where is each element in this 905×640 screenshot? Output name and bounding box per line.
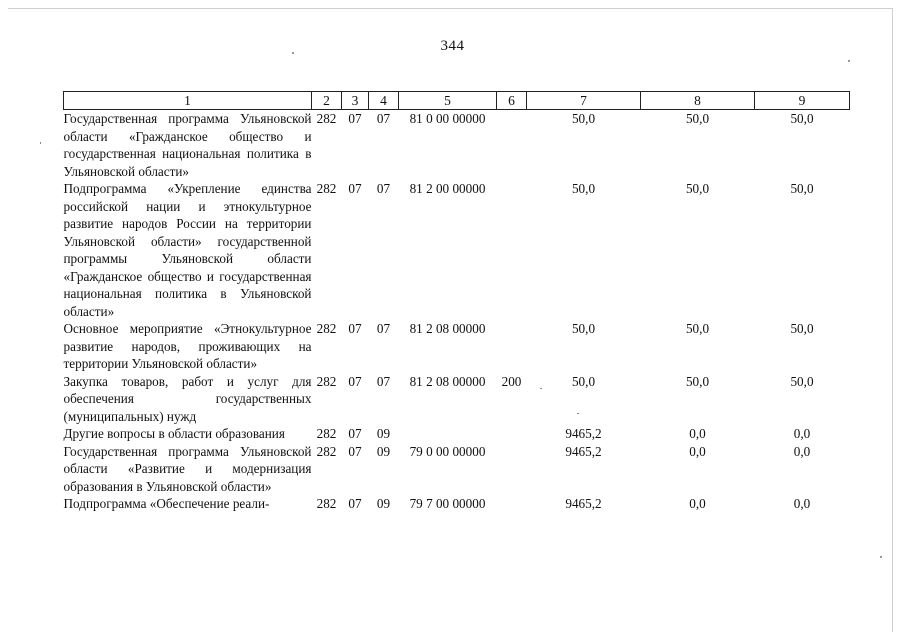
- ministry-code: 282: [316, 181, 337, 196]
- column-header: 8: [641, 92, 755, 110]
- table-row: [64, 110, 850, 181]
- subsection-code: 07: [376, 373, 391, 389]
- column-header: 3: [342, 92, 369, 110]
- amount-year-1: 50,0: [571, 373, 596, 389]
- amount-year-3: 50,0: [790, 181, 814, 196]
- expense-type-code: [497, 320, 527, 373]
- expense-type-code: [497, 443, 527, 496]
- ministry-code: 282: [316, 373, 337, 389]
- amount-year-2: 0,0: [689, 496, 706, 511]
- page-number: 344: [440, 38, 465, 54]
- amount-year-2: 50,0: [685, 321, 710, 336]
- amount-year-3: 0,0: [793, 426, 811, 441]
- column-header: 4: [369, 92, 399, 110]
- subsection-code: 07: [376, 321, 391, 336]
- table-row: [64, 425, 850, 443]
- target-article-code: 81 0 00 00000: [409, 111, 486, 126]
- column-header: 5: [399, 92, 497, 110]
- amount-year-1: 50,0: [571, 111, 596, 126]
- row-name: Государственная программа Ульяновской области «Гражданское общество и государственная национальная политика в Ульяновской области»: [63, 111, 312, 179]
- amount-year-2: 50,0: [685, 111, 710, 126]
- section-code: 07: [348, 373, 362, 389]
- row-name: Закупка товаров, работ и услуг для обеспечения государственных (муниципальных) нужд: [63, 373, 312, 424]
- row-name: Подпрограмма «Укрепление единства российской нации и этнокультурное развитие народов России на территории Ульяновской области» государственной программы Ульяновской области «Гражданское общество и государственная национальная политика в Ульяновской области»: [63, 181, 312, 319]
- amount-year-1: 50,0: [571, 181, 596, 196]
- column-header: 1: [64, 92, 312, 110]
- amount-year-2: 0,0: [689, 443, 706, 459]
- scan-speck: [848, 60, 850, 62]
- subsection-code: 09: [376, 426, 391, 441]
- column-header: 6: [497, 92, 527, 110]
- subsection-code: 07: [376, 111, 391, 126]
- scan-speck: [540, 388, 542, 389]
- subsection-code: 09: [376, 443, 391, 459]
- amount-year-1: 9465,2: [565, 496, 602, 511]
- table-row: [64, 495, 850, 513]
- amount-year-3: 0,0: [793, 443, 811, 459]
- target-article-code: [399, 425, 497, 443]
- amount-year-1: 9465,2: [565, 443, 602, 459]
- expense-type-code: [497, 180, 527, 320]
- table-row: [64, 180, 850, 320]
- ministry-code: 282: [316, 426, 337, 441]
- column-header: 2: [312, 92, 342, 110]
- target-article-code: 79 0 00 00000: [409, 443, 486, 459]
- amount-year-3: 0,0: [793, 496, 811, 511]
- column-header: 9: [755, 92, 850, 110]
- row-name: Другие вопросы в области образования: [63, 426, 285, 441]
- amount-year-3: 50,0: [790, 373, 814, 389]
- amount-year-2: 50,0: [685, 181, 710, 196]
- expense-type-code: 200: [501, 373, 522, 389]
- expense-type-code: [497, 425, 527, 443]
- section-code: 07: [348, 111, 362, 126]
- target-article-code: 81 2 00 00000: [409, 181, 486, 196]
- ministry-code: 282: [316, 111, 337, 126]
- subsection-code: 09: [376, 496, 391, 511]
- section-code: 07: [348, 443, 362, 459]
- expense-type-code: [497, 495, 527, 513]
- row-name: Основное мероприятие «Этнокультурное развитие народов, проживающих на территории Ульяновской области»: [63, 321, 312, 371]
- amount-year-2: 0,0: [689, 426, 706, 441]
- ministry-code: 282: [316, 496, 337, 511]
- amount-year-2: 50,0: [685, 373, 710, 389]
- amount-year-1: 9465,2: [565, 426, 602, 441]
- table-body: [64, 110, 850, 513]
- row-name: Государственная программа Ульяновской области «Развитие и модернизация образования в Ульяновской области»: [63, 443, 312, 494]
- ministry-code: 282: [316, 321, 337, 336]
- table-row: [64, 443, 850, 496]
- scan-speck: [40, 142, 41, 144]
- table-header: [64, 92, 850, 110]
- subsection-code: 07: [376, 181, 391, 196]
- section-code: 07: [348, 321, 362, 336]
- table-row: [64, 373, 850, 426]
- section-code: 07: [348, 181, 362, 196]
- target-article-code: 79 7 00 00000: [409, 496, 486, 511]
- table-row: [64, 320, 850, 373]
- scan-speck: [577, 413, 579, 414]
- amount-year-1: 50,0: [571, 321, 596, 336]
- amount-year-3: 50,0: [790, 111, 814, 126]
- column-header: 7: [527, 92, 641, 110]
- scan-speck: [292, 52, 294, 54]
- expense-type-code: [497, 110, 527, 181]
- target-article-code: 81 2 08 00000: [409, 373, 486, 389]
- scan-speck: [880, 556, 882, 558]
- target-article-code: 81 2 08 00000: [409, 321, 486, 336]
- row-name: Подпрограмма «Обеспечение реали-: [63, 496, 270, 511]
- header-row: [64, 92, 850, 110]
- ministry-code: 282: [316, 443, 337, 459]
- section-code: 07: [348, 426, 362, 441]
- amount-year-3: 50,0: [790, 321, 814, 336]
- section-code: 07: [348, 496, 362, 511]
- budget-table: [63, 91, 850, 513]
